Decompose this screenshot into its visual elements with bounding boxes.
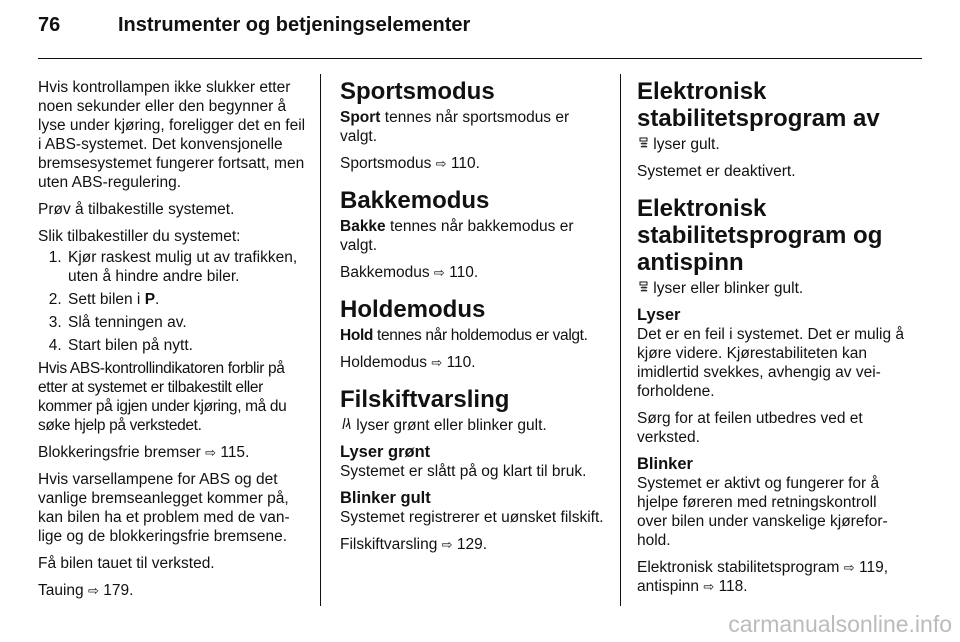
watermark: carmanualsonline.info bbox=[728, 611, 952, 637]
cross-reference[interactable]: Tauing ⇨ 179. bbox=[38, 582, 134, 599]
arrow-right-icon: ⇨ bbox=[431, 355, 443, 370]
column-divider bbox=[320, 74, 321, 606]
cross-reference[interactable]: antispinn ⇨ 118. bbox=[637, 578, 748, 595]
column-2 bbox=[340, 78, 605, 562]
list-item: 2. Sett bilen i P. bbox=[66, 290, 306, 309]
arrow-right-icon: ⇨ bbox=[88, 583, 99, 598]
cross-reference[interactable]: Bakkemodus ⇨ 110. bbox=[340, 264, 479, 281]
paragraph: Sport tennes når sportsmodus er valgt. bbox=[340, 109, 570, 145]
column-divider bbox=[620, 74, 621, 606]
section-heading: Elektronisk stabilitetsprogram og antispinn bbox=[637, 195, 883, 276]
paragraph: Bakke tennes når bakkemodus er valgt. bbox=[340, 218, 574, 254]
cross-reference[interactable]: Sportsmodus ⇨ 110. bbox=[340, 155, 480, 172]
paragraph: Hold tennes når holdemodus er valgt. bbox=[340, 327, 588, 344]
lane-change-warning-icon bbox=[340, 416, 352, 435]
list-item: 3. Slå tenningen av. bbox=[66, 313, 306, 332]
cross-reference[interactable]: Holdemodus ⇨ 110. bbox=[340, 354, 476, 371]
reset-steps-list bbox=[38, 248, 306, 355]
paragraph: Systemet er deaktivert. bbox=[637, 163, 796, 180]
paragraph: Få bilen tauet til verksted. bbox=[38, 555, 215, 572]
paragraph: Prøv å tilbakestille systemet. bbox=[38, 201, 235, 218]
paragraph: Systemet er slått på og klart til bruk. bbox=[340, 463, 587, 480]
header-rule bbox=[38, 58, 922, 59]
paragraph: lyser grønt eller blinker gult. bbox=[340, 416, 605, 435]
arrow-right-icon: ⇨ bbox=[441, 537, 453, 552]
page-header bbox=[38, 14, 470, 50]
paragraph: Hvis varsellampene for ABS og det vanlige bremseanlegget kommer på, kan bilen ha et problem med de vanlige og de blokkeringsfrie bremsene. bbox=[38, 471, 290, 545]
cross-reference[interactable]: Elektronisk stabilitetsprogram ⇨ 119, bbox=[637, 559, 889, 576]
cross-reference[interactable]: Filskiftvarsling ⇨ 129. bbox=[340, 536, 488, 553]
paragraph: Sørg for at feilen utbedres ved et verksted. bbox=[637, 410, 863, 446]
section-heading: Bakkemodus bbox=[340, 187, 490, 214]
paragraph: Slik tilbakestiller du systemet: bbox=[38, 228, 241, 245]
cross-reference[interactable]: Blokkeringsfrie bremser ⇨ 115. bbox=[38, 444, 250, 461]
section-heading: Holdemodus bbox=[340, 296, 486, 323]
paragraph: Hvis kontrollampen ikke slukker etter noen sekunder eller den begynner å lyse under kjøring, foreligger det en feil i ABS-systemet. Det konvensjonelle bremsesystemet fungerer fortsatt, men uten ABS-regulering. bbox=[38, 79, 306, 191]
arrow-right-icon: ⇨ bbox=[433, 265, 445, 280]
paragraph: lyser gult. bbox=[637, 135, 905, 154]
sub-heading: Blinker bbox=[637, 455, 693, 473]
column-3 bbox=[637, 78, 905, 604]
column-1 bbox=[38, 78, 306, 608]
arrow-right-icon: ⇨ bbox=[205, 445, 217, 460]
paragraph: Systemet registrerer et uønsket filskift. bbox=[340, 509, 604, 526]
paragraph: Det er en feil i systemet. Det er mulig å kjøre videre. Kjørestabiliteten kan imidlertid svekkes, avhengig av veiforholdene. bbox=[637, 326, 905, 400]
page-number: 76 bbox=[38, 14, 61, 36]
arrow-right-icon: ⇨ bbox=[703, 579, 715, 594]
section-heading: Sportsmodus bbox=[340, 78, 495, 105]
arrow-right-icon: ⇨ bbox=[435, 156, 447, 171]
arrow-right-icon: ⇨ bbox=[843, 560, 855, 575]
paragraph: Hvis ABS-kontrollindikatoren forblir på etter at systemet er tilbakestilt eller kommer på igjen under kjøring, må du søke hjelp på verkstedet. bbox=[38, 360, 287, 434]
paragraph: lyser eller blinker gult. bbox=[637, 279, 905, 298]
sub-heading: Lyser grønt bbox=[340, 443, 431, 461]
esp-traction-icon bbox=[637, 279, 649, 298]
sub-heading: Lyser bbox=[637, 306, 681, 324]
paragraph: Systemet er aktivt og fungerer for å hjelpe føreren med retningskontroll over bilen under vanskelige kjøreforhold. bbox=[637, 475, 888, 549]
page-title: Instrumenter og betjeningselementer bbox=[118, 14, 471, 36]
gear-p-label: P bbox=[144, 291, 156, 308]
section-heading: Elektronisk stabilitetsprogram av bbox=[637, 78, 880, 132]
sub-heading: Blinker gult bbox=[340, 489, 431, 507]
list-item: 4. Start bilen på nytt. bbox=[66, 336, 306, 355]
section-heading: Filskiftvarsling bbox=[340, 386, 510, 413]
esp-off-icon bbox=[637, 135, 649, 154]
list-item: 1. Kjør raskest mulig ut av trafikken, uten å hindre andre biler. bbox=[66, 248, 306, 286]
